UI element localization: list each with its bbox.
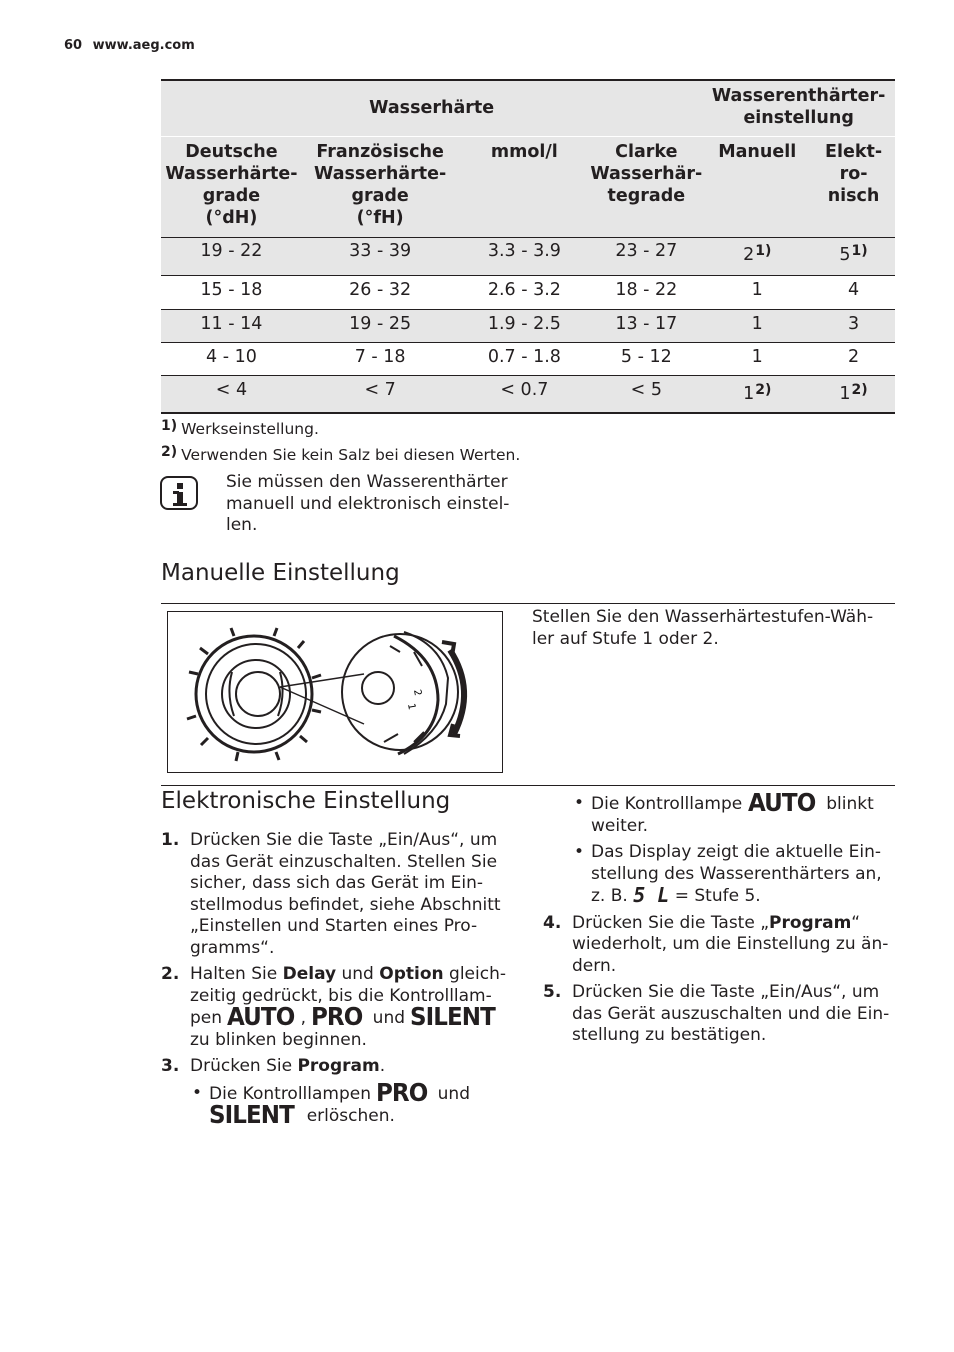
bullet-auto-blinks (572, 788, 895, 837)
step-5 (543, 982, 895, 1047)
dial-label-2: 2 (411, 688, 423, 697)
bullet-display-setting (572, 842, 895, 908)
cell-value: 5 (839, 244, 851, 265)
bullet-icon: • (192, 1082, 203, 1103)
column-header-line: grade (351, 185, 409, 206)
column-header-line: nisch (827, 185, 880, 206)
step-number: 4. (543, 912, 562, 933)
bullet-text: Die Kontrolllampe (591, 794, 748, 814)
col-header-fh (302, 136, 459, 237)
cell-value: < 5 (630, 379, 662, 400)
table-cell (590, 237, 702, 275)
step-text: Drücken Sie die Taste „Ein/Aus“, um das Gerät einzuschalten. Stellen Sie sicher, dass sich das Gerät im Ein- stellmodus befindet, siehe Abschnitt „Einstellen und Starten eines Pro- gramms“. (190, 830, 501, 958)
table-cell (458, 342, 590, 375)
program-key-label: Program (769, 912, 852, 933)
cell-value: 1 (751, 346, 763, 367)
steps-column-right (543, 788, 895, 1052)
dial-label-1: 1 (405, 702, 417, 711)
cell-value: 1 (839, 383, 851, 404)
table-cell (458, 309, 590, 342)
bullet-text: Die Kontrolllampen (209, 1083, 377, 1104)
cell-value: 23 - 27 (615, 240, 678, 261)
section-divider (161, 785, 895, 786)
step-4 (543, 913, 895, 978)
column-header-line: tegrade (607, 185, 686, 206)
column-header-line: Wasserhärte- (314, 163, 447, 184)
footnote-1 (161, 418, 319, 438)
cell-value: 19 - 22 (200, 240, 263, 261)
table-cell (702, 309, 812, 342)
cell-value: 1 (743, 383, 755, 404)
footnote-2 (161, 444, 520, 464)
step-text: . (379, 1056, 386, 1076)
bullet-icon: • (574, 793, 585, 813)
pro-lamp-icon: PRO (311, 1002, 363, 1031)
table-cell (302, 237, 459, 275)
step-1 (161, 830, 511, 959)
cell-value: 1 (751, 313, 763, 334)
table-row (161, 375, 895, 413)
column-header-line: Manuell (718, 141, 797, 162)
table-cell (458, 237, 590, 275)
footnote-mark: 2) (755, 381, 772, 398)
water-hardness-table (161, 79, 895, 414)
table-cell (812, 309, 895, 342)
cell-value: 11 - 14 (200, 313, 263, 334)
cell-value: 4 - 10 (206, 346, 257, 367)
bullet-text: und (432, 1083, 470, 1104)
table-cell (590, 342, 702, 375)
group-header-water-hardness: Wasserhärte (161, 80, 702, 136)
col-header-mmol (458, 136, 590, 237)
bullet-text: erlöschen. (301, 1106, 395, 1126)
dial-illustration (168, 612, 502, 772)
table-cell (161, 375, 302, 413)
page-number: 60 (64, 38, 83, 53)
step-number: 5. (543, 982, 562, 1002)
cell-value: 5 - 12 (620, 346, 672, 367)
section-divider (161, 603, 895, 604)
column-header-line: ro- (839, 163, 868, 184)
cell-value: 2.6 - 3.2 (487, 279, 561, 300)
step-text: “ wiederholt, um die Einstellung zu än- dern. (572, 912, 889, 976)
pro-lamp-icon: PRO (376, 1077, 428, 1107)
column-header-line: Wasserhär- (590, 163, 703, 184)
page-header (64, 38, 195, 53)
footnote-mark: 1) (161, 418, 178, 434)
footnote-text: Werkseinstellung. (181, 420, 319, 438)
step-text: Drücken Sie (190, 1056, 298, 1076)
table-row (161, 275, 895, 309)
step-number: 1. (161, 830, 180, 850)
table-row (161, 342, 895, 375)
col-header-clarke (590, 136, 702, 237)
table-cell (161, 275, 302, 309)
footnote-mark: 1) (755, 242, 772, 259)
manual-setting-heading: Manuelle Einstellung (161, 560, 400, 586)
table-cell (302, 309, 459, 342)
table-cell (702, 342, 812, 375)
info-note: Sie müssen den Wasserenthärter manuell und elektronisch einstel- len. (226, 472, 510, 535)
column-header-line: (°dH) (205, 207, 258, 228)
cell-value: 3 (847, 313, 860, 334)
step-3 (161, 1056, 511, 1078)
softener-dial-figure (167, 611, 503, 773)
footnote-text: Verwenden Sie kein Salz bei diesen Werten. (181, 446, 521, 464)
table-cell (702, 275, 812, 309)
bullet-text: Das Display zeigt die aktuelle Ein- stellung des Wasserenthärters an, z. B. (591, 842, 882, 906)
col-header-manual (702, 136, 812, 237)
col-header-dh (161, 136, 302, 237)
auto-lamp-icon: AUTO (227, 1002, 295, 1031)
footnote-mark: 1) (851, 242, 868, 259)
table-cell (458, 375, 590, 413)
bullet-icon: • (574, 842, 585, 862)
table-cell (302, 275, 459, 309)
cell-value: 33 - 39 (349, 240, 412, 261)
cell-value: 26 - 32 (349, 279, 412, 300)
table-cell (161, 237, 302, 275)
column-header-line: Wasserhärte- (165, 163, 298, 184)
cell-value: 2 (743, 244, 755, 265)
cell-value: 3.3 - 3.9 (487, 240, 561, 261)
step-number: 3. (161, 1056, 180, 1076)
table-cell (702, 237, 812, 275)
step-number: 2. (161, 964, 180, 984)
column-header-line: Deutsche (185, 141, 278, 162)
column-header-line: Clarke (615, 141, 678, 162)
table-cell (812, 237, 895, 275)
table-row (161, 237, 895, 275)
silent-lamp-icon: SILENT (410, 1002, 496, 1031)
cell-value: 19 - 25 (349, 313, 412, 334)
program-key-label: Program (297, 1056, 380, 1076)
step-text: Drücken Sie die Taste „Ein/Aus“, um das Gerät auszuschalten und die Ein- stellung zu bestätigen. (572, 982, 890, 1045)
info-icon (160, 476, 198, 510)
table-cell (702, 375, 812, 413)
cell-value: 4 (847, 279, 860, 300)
table-cell (812, 375, 895, 413)
column-header-line: mmol/l (490, 141, 558, 162)
cell-value: 0.7 - 1.8 (487, 346, 561, 367)
cell-value: 15 - 18 (200, 279, 263, 300)
table-cell (161, 309, 302, 342)
display-example-icon: 5 L (633, 883, 670, 907)
table-cell (812, 342, 895, 375)
step-text: Drücken Sie die Taste „ (572, 912, 770, 933)
footnote-mark: 2) (161, 444, 178, 460)
cell-value: 7 - 18 (354, 346, 406, 367)
table-cell (458, 275, 590, 309)
table-cell (590, 375, 702, 413)
cell-value: 1 (751, 279, 763, 300)
cell-value: < 4 (215, 379, 248, 400)
table-cell (302, 375, 459, 413)
step-text: zu blinken beginnen. (190, 1029, 367, 1050)
option-key-label: Option (379, 964, 444, 984)
footnote-mark: 2) (851, 381, 868, 398)
cell-value: 1.9 - 2.5 (487, 313, 561, 334)
electronic-setting-heading: Elektronische Einstellung (161, 788, 451, 814)
manual-instruction: Stellen Sie den Wasserhärtestufen-Wäh- ler auf Stufe 1 oder 2. (532, 607, 874, 649)
step-3-bullet (190, 1077, 511, 1129)
table-cell (161, 342, 302, 375)
cell-value: 2 (847, 346, 860, 367)
cell-value: < 7 (364, 379, 396, 400)
col-header-electronic (812, 136, 895, 237)
step-text: gleich- zeitig gedrückt, bis die Kontrolllam- pen (190, 964, 506, 1028)
cell-value: 18 - 22 (615, 279, 678, 300)
silent-lamp-icon: SILENT (209, 1100, 294, 1129)
website-url: www.aeg.com (92, 38, 195, 53)
table-cell (590, 275, 702, 309)
group-header-softener-setting: Wasserenthärter- einstellung (702, 80, 895, 136)
auto-lamp-icon: AUTO (747, 788, 815, 817)
step-2 (161, 964, 511, 1051)
step-text: Halten Sie (190, 964, 283, 984)
step-text: , (300, 1008, 312, 1028)
cell-value: 13 - 17 (615, 313, 678, 334)
table-row (161, 309, 895, 342)
cell-value: < 0.7 (500, 379, 549, 400)
column-header-line: (°fH) (356, 207, 404, 228)
bullet-text: blinkt weiter. (591, 794, 874, 836)
delay-key-label: Delay (282, 964, 337, 984)
column-header-line: Französische (316, 141, 444, 162)
column-header-row (161, 136, 895, 237)
step-text: und (367, 1008, 411, 1028)
bullet-text: = Stufe 5. (669, 886, 761, 906)
steps-column-left (161, 830, 511, 1133)
column-header-line: Elekt- (825, 141, 883, 162)
table-cell (812, 275, 895, 309)
column-header-line: grade (202, 185, 261, 206)
table-cell (302, 342, 459, 375)
step-text: und (336, 964, 380, 984)
table-cell (590, 309, 702, 342)
